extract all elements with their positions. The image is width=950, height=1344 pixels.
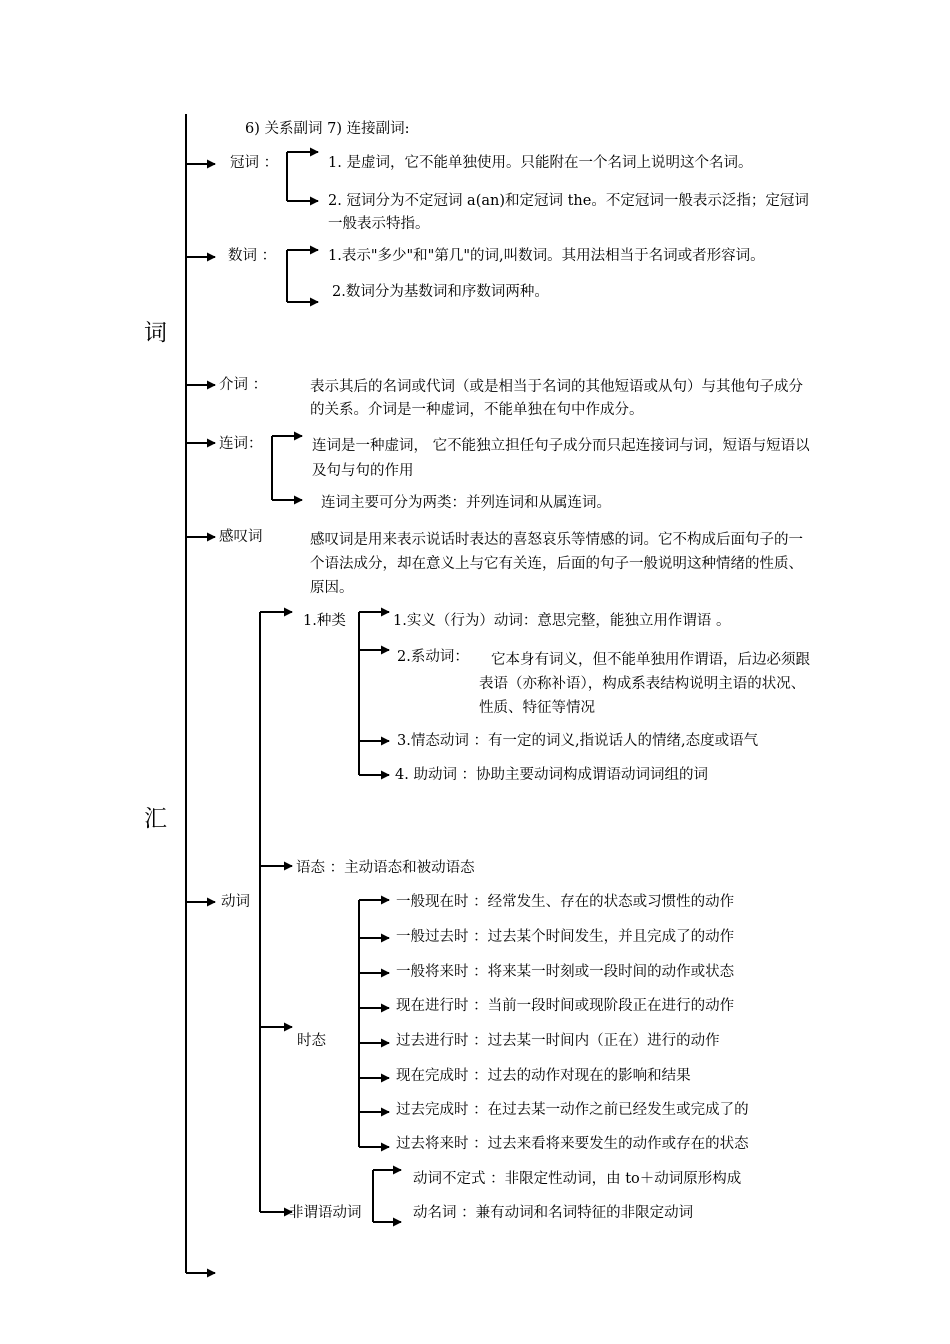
preposition-text: 表示其后的名词或代词（或是相当于名词的其他短语或从句）与其他句子成分的关系。介词是一种虚词，不能单独在句中作成分。 (310, 379, 803, 418)
nonfinite-item-1: 动词不定式 ：非限定性动词，由 to＋动词原形构成 (413, 1171, 742, 1187)
numeral-item-2: 2.数词分为基数词和序数词两种。 (332, 284, 549, 300)
conjunction-item-2: 连词主要可分为两类：并列连词和从属连词。 (321, 495, 611, 511)
article-item-2: 2. 冠词分为不定冠词 a(an)和定冠词 the。不定冠词一般表示泛指；定冠词一般表示特指。 (328, 193, 809, 232)
tense-item-1: 一般现在时 ：经常发生、存在的状态或习惯性的动作 (396, 894, 735, 910)
conjunction-label: 连词： (219, 436, 263, 452)
tense-item-5: 过去进行时 ：过去某一时间内（正在）进行的动作 (396, 1033, 720, 1049)
verb-kind-1: 1.实义（行为）动词：意思完整，能独立用作谓语 。 (393, 613, 731, 629)
article-item-1: 1. 是虚词，它不能单独使用。只能附在一个名词上说明这个名词。 (328, 155, 753, 171)
tense-item-2: 一般过去时 ：过去某个时间发生，并且完成了的动作 (396, 929, 735, 945)
verb-kind-3: 3.情态动词 ：有一定的词义,指说话人的情绪,态度或语气 (397, 733, 759, 749)
verb-kind-2-desc: 它本身有词义，但不能单独用作谓语，后边必须跟表语（亦称补语），构成系表结构说明主语的状况、性质、特征等情况 (479, 652, 810, 716)
verb-tense-label: 时态 (297, 1033, 326, 1049)
tense-item-3: 一般将来时 ：将来某一时刻或一段时间的动作或状态 (396, 964, 735, 980)
interjection-label: 感叹词 (219, 529, 263, 545)
verb-kinds-label: 1.种类 (303, 613, 346, 629)
numeral-item-1: 1.表示"多少"和"第几"的词,叫数词。其用法相当于名词或者形容词。 (328, 248, 765, 264)
tense-item-8: 过去将来时 ：过去来看将来要发生的动作或存在的状态 (396, 1136, 749, 1152)
article-label: 冠词 ： (230, 155, 279, 171)
tense-item-7: 过去完成时 ：在过去某一动作之前已经发生或完成了的 (396, 1102, 749, 1118)
tense-item-6: 现在完成时 ：过去的动作对现在的影响和结果 (396, 1068, 691, 1084)
adverb-tail-text: 6) 关系副词 7) 连接副词: (245, 121, 410, 137)
verb-kind-2: 2.系动词： (397, 649, 469, 665)
preposition-label: 介词 ： (219, 377, 268, 393)
interjection-text: 感叹词是用来表示说话时表达的喜怒哀乐等情感的词。它不构成后面句子的一个语法成分，却在意义上与它有关连，后面的句子一般说明这种情绪的性质、原因。 (310, 532, 803, 596)
side-label-ci: 词 (144, 320, 167, 346)
verb-kind-4: 4. 助动词 ：协助主要动词构成谓语动词词组的词 (395, 767, 709, 783)
tense-item-4: 现在进行时 ：当前一段时间或现阶段正在进行的动作 (396, 998, 735, 1014)
side-label-hui: 汇 (144, 806, 167, 832)
verb-label: 动词 (221, 894, 250, 910)
verb-voice: 语态 ：主动语态和被动语态 (296, 860, 475, 876)
nonfinite-item-2: 动名词 ：兼有动词和名词特征的非限定动词 (413, 1205, 694, 1221)
numeral-label: 数词 ： (228, 248, 277, 264)
conjunction-item-1: 连词是一种虚词， 它不能独立担任句子成分而只起连接词与词，短语与短语以及句与句的作用 (312, 438, 810, 479)
verb-nonfinite-label: 非谓语动词 (289, 1205, 362, 1221)
